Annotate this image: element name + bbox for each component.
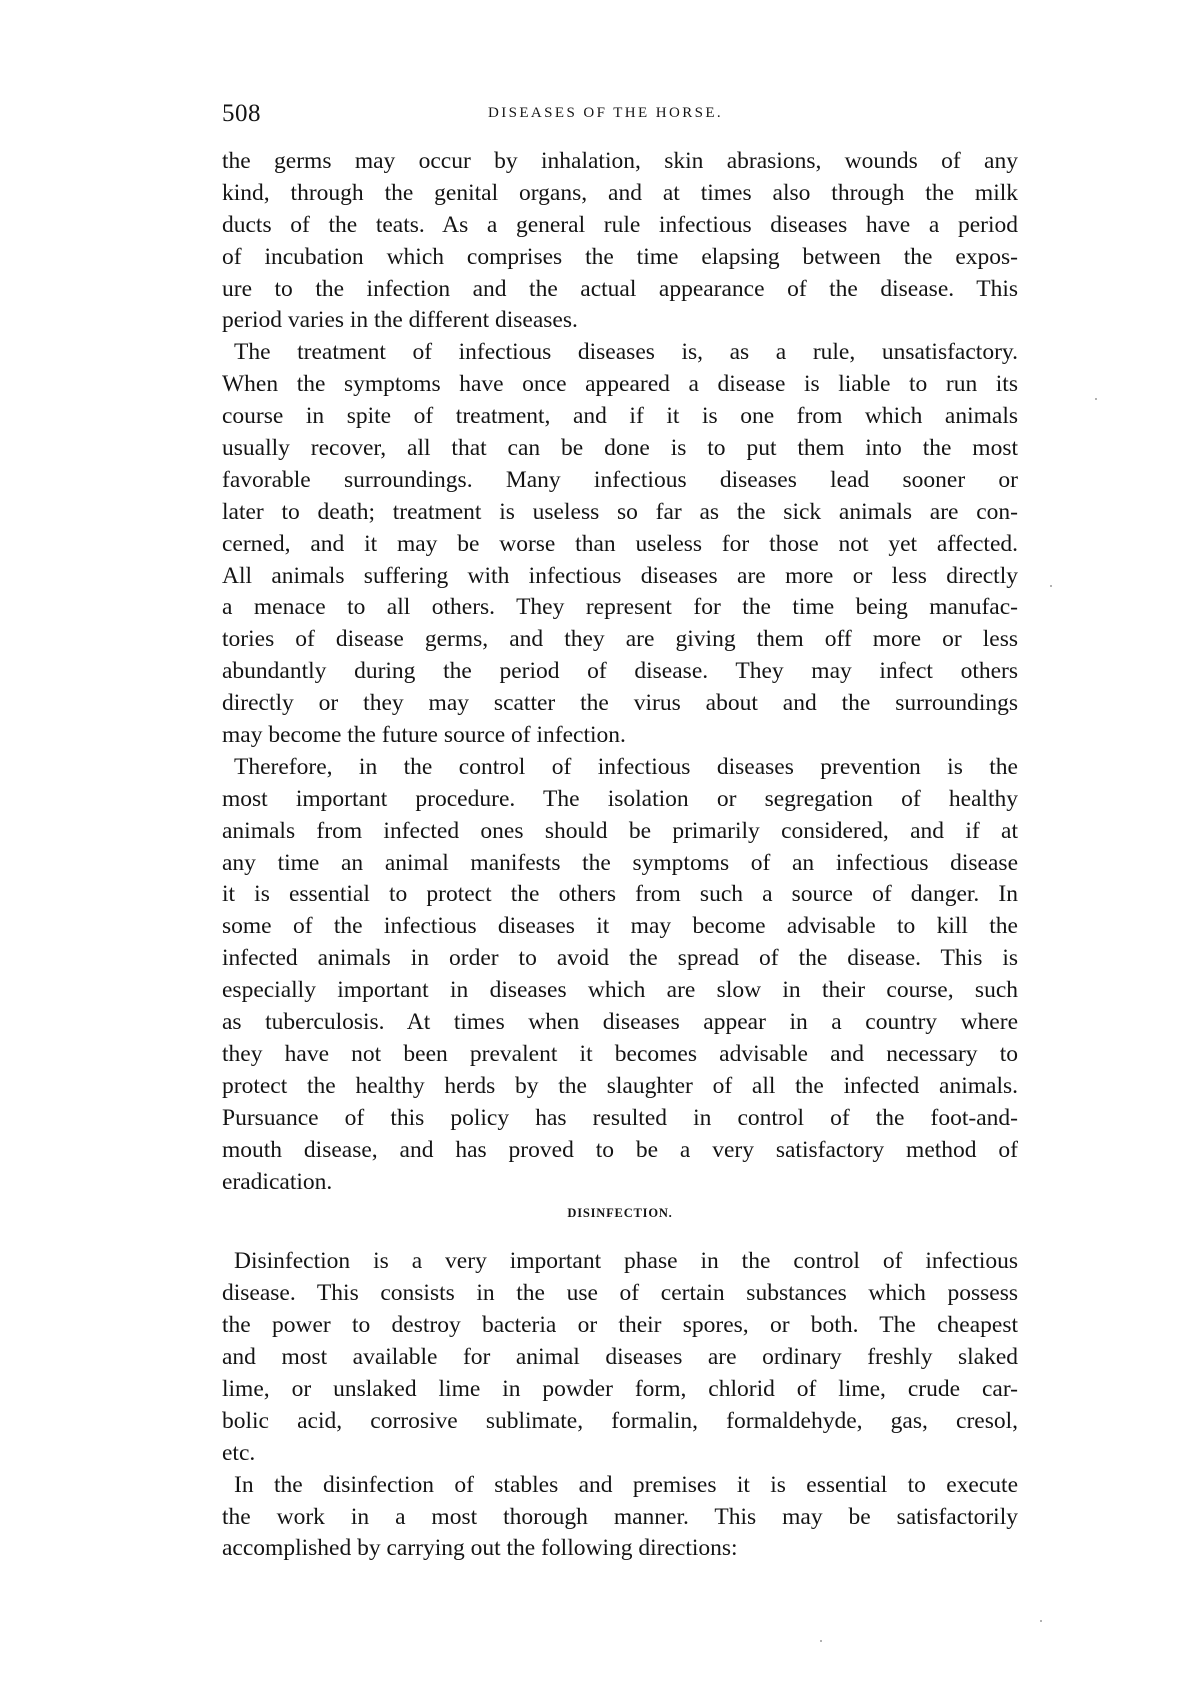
- text-line: Pursuance of this policy has resulted in control of the foot-and-: [222, 1104, 1018, 1131]
- text-line: period varies in the different diseases.: [222, 307, 578, 334]
- text-line: as tuberculosis. At times when diseases appear in a country where: [222, 1009, 1018, 1036]
- text-line: All animals suffering with infectious diseases are more or less directly: [222, 562, 1018, 589]
- text-line: any time an animal manifests the symptoms of an infectious disease: [222, 849, 1018, 876]
- text-line: Therefore, in the control of infectious diseases prevention is the: [234, 753, 1018, 780]
- paragraph: [222, 337, 1018, 752]
- text-line: may become the future source of infection.: [222, 722, 626, 749]
- text-line: of incubation which comprises the time elapsing between the expos-: [222, 243, 1018, 270]
- text-line: favorable surroundings. Many infectious diseases lead sooner or: [222, 466, 1018, 493]
- text-line: most important procedure. The isolation or segregation of healthy: [222, 785, 1018, 812]
- text-line: accomplished by carrying out the following directions:: [222, 1535, 738, 1562]
- text-line: In the disinfection of stables and premises it is essential to execute: [234, 1471, 1018, 1498]
- text-line: animals from infected ones should be primarily considered, and if at: [222, 817, 1018, 844]
- text-line: When the symptoms have once appeared a disease is liable to run its: [222, 371, 1018, 398]
- section-heading: DISINFECTION.: [567, 1206, 673, 1221]
- text-line: they have not been prevalent it becomes advisable and necessary to: [222, 1040, 1018, 1067]
- text-line: disease. This consists in the use of certain substances which possess: [222, 1280, 1018, 1307]
- text-line: lime, or unslaked lime in powder form, chlorid of lime, crude car-: [222, 1375, 1018, 1402]
- text-line: directly or they may scatter the virus about and the surroundings: [222, 690, 1018, 717]
- scan-speck: [1095, 398, 1097, 400]
- paragraph: [222, 146, 1018, 337]
- text-line: course in spite of treatment, and if it is one from which animals: [222, 403, 1018, 430]
- text-line: The treatment of infectious diseases is, as a rule, unsatisfactory.: [234, 339, 1018, 366]
- text-line: a menace to all others. They represent for the time being manufac-: [222, 594, 1018, 621]
- text-line: some of the infectious diseases it may become advisable to kill the: [222, 913, 1018, 940]
- running-title: DISEASES OF THE HORSE.: [488, 105, 724, 121]
- text-line: infected animals in order to avoid the spread of the disease. This is: [222, 945, 1018, 972]
- text-line: and most available for animal diseases are ordinary freshly slaked: [222, 1344, 1018, 1371]
- running-head: [222, 100, 1022, 130]
- text-line: the germs may occur by inhalation, skin abrasions, wounds of any: [222, 148, 1018, 174]
- text-line: especially important in diseases which are slow in their course, such: [222, 977, 1018, 1004]
- text-line: usually recover, all that can be done is to put them into the most: [222, 435, 1018, 462]
- paragraph: [222, 752, 1018, 1198]
- text-line: Disinfection is a very important phase in the control of infectious: [234, 1248, 1018, 1275]
- paragraph: [222, 1470, 1018, 1566]
- text-line: abundantly during the period of disease. They may infect others: [222, 658, 1018, 685]
- text-line: tories of disease germs, and they are giving them off more or less: [222, 626, 1018, 653]
- scan-speck: [1040, 1620, 1042, 1622]
- text-line: ure to the infection and the actual appearance of the disease. This: [222, 275, 1018, 302]
- text-line: the power to destroy bacteria or their spores, or both. The cheapest: [222, 1312, 1018, 1339]
- text-line: mouth disease, and has proved to be a very satisfactory method of: [222, 1136, 1018, 1163]
- text-line: later to death; treatment is useless so far as the sick animals are con-: [222, 498, 1018, 525]
- text-line: eradication.: [222, 1168, 333, 1195]
- text-line: kind, through the genital organs, and at times also through the milk: [222, 179, 1018, 206]
- text-line: etc.: [222, 1439, 256, 1466]
- text-line: ducts of the teats. As a general rule infectious diseases have a period: [222, 211, 1018, 238]
- text-line: the work in a most thorough manner. This may be satisfactorily: [222, 1503, 1018, 1530]
- scan-speck: [1050, 585, 1052, 587]
- text-line: protect the healthy herds by the slaughter of all the infected animals.: [222, 1072, 1018, 1099]
- page-number: 508: [222, 100, 261, 127]
- scan-speck: [820, 1640, 822, 1642]
- body-text: [222, 146, 1018, 1565]
- text-line: it is essential to protect the others from such a source of danger. In: [222, 881, 1018, 908]
- text-line: bolic acid, corrosive sublimate, formalin, formaldehyde, gas, cresol,: [222, 1407, 1018, 1434]
- paragraph: [222, 1246, 1018, 1469]
- text-line: cerned, and it may be worse than useless for those not yet affected.: [222, 530, 1018, 557]
